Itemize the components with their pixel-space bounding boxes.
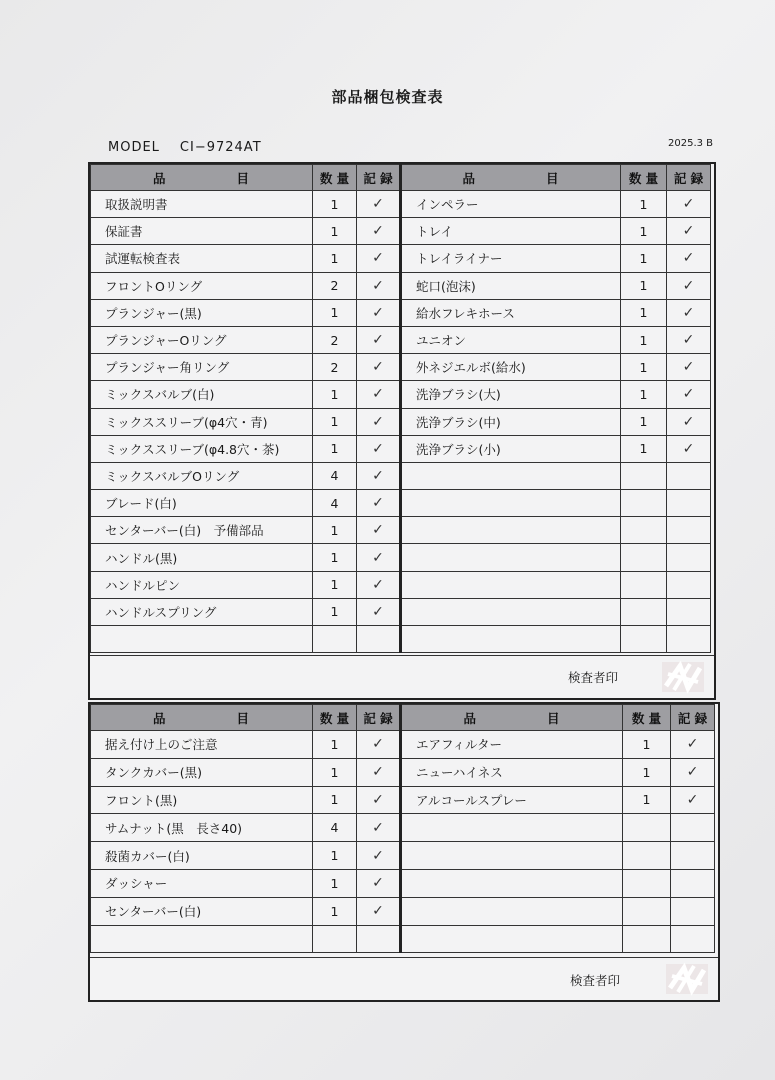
header-quantity: 数 量 [621, 165, 667, 191]
item-name [401, 897, 623, 925]
item-quantity: 1 [313, 381, 357, 408]
check-mark [667, 544, 711, 571]
table-row [91, 218, 711, 245]
check-mark: ✓ [357, 218, 401, 245]
check-mark [667, 626, 711, 653]
table-row [91, 786, 715, 814]
item-name: 試運転検査表 [91, 245, 313, 272]
table-row [91, 326, 711, 353]
check-mark: ✓ [357, 544, 401, 571]
check-mark: ✓ [357, 758, 401, 786]
check-mark [357, 626, 401, 653]
check-mark: ✓ [357, 435, 401, 462]
table-row [91, 731, 715, 759]
check-mark: ✓ [667, 408, 711, 435]
item-name [401, 626, 621, 653]
item-quantity [621, 544, 667, 571]
item-name: インペラー [401, 191, 621, 218]
item-name [401, 517, 621, 544]
header-item [401, 165, 621, 191]
item-quantity: 1 [313, 517, 357, 544]
item-name: プランジャーOリング [91, 326, 313, 353]
table-row [91, 897, 715, 925]
check-mark: ✓ [357, 326, 401, 353]
parts-table-2 [90, 704, 715, 953]
item-quantity: 1 [313, 598, 357, 625]
inspector-stamp [660, 660, 706, 694]
item-quantity [621, 598, 667, 625]
table-row [91, 544, 711, 571]
item-name [401, 869, 623, 897]
check-mark: ✓ [357, 869, 401, 897]
item-quantity: 1 [313, 842, 357, 870]
check-mark [671, 842, 715, 870]
item-quantity [621, 571, 667, 598]
check-mark: ✓ [357, 897, 401, 925]
header-quantity: 数 量 [623, 705, 671, 731]
table-row [91, 925, 715, 953]
item-name: エアフィルター [401, 731, 623, 759]
item-name: フロント(黒) [91, 786, 313, 814]
inspector-stamp-label: 検査者印 [568, 670, 619, 685]
check-mark [357, 925, 401, 953]
item-quantity: 1 [313, 191, 357, 218]
item-quantity: 1 [621, 326, 667, 353]
table-row [91, 381, 711, 408]
check-mark: ✓ [667, 326, 711, 353]
item-quantity [623, 814, 671, 842]
item-name: ハンドル(黒) [91, 544, 313, 571]
item-name: ミックスバルブOリング [91, 462, 313, 489]
inspector-row-2 [90, 957, 718, 1000]
check-mark: ✓ [671, 786, 715, 814]
table-row [91, 842, 715, 870]
item-name: サムナット(黒 長さ40) [91, 814, 313, 842]
header-record: 記 録 [357, 165, 401, 191]
item-quantity: 2 [313, 354, 357, 381]
item-quantity: 1 [313, 571, 357, 598]
check-mark: ✓ [357, 462, 401, 489]
parts-table-block-1 [88, 162, 716, 700]
item-quantity: 1 [623, 731, 671, 759]
check-mark [667, 490, 711, 517]
item-quantity [313, 925, 357, 953]
item-quantity: 1 [621, 408, 667, 435]
table-row [91, 245, 711, 272]
table-row [91, 758, 715, 786]
header-item-char-2: 目 [547, 710, 561, 726]
item-quantity [623, 897, 671, 925]
inspector-row-1 [90, 655, 714, 698]
item-name: ユニオン [401, 326, 621, 353]
item-name: ハンドルピン [91, 571, 313, 598]
check-mark: ✓ [357, 354, 401, 381]
item-name: ミックスバルブ(白) [91, 381, 313, 408]
parts-table-block-2 [88, 702, 720, 1002]
check-mark: ✓ [667, 354, 711, 381]
item-name: トレイ [401, 218, 621, 245]
item-quantity [621, 626, 667, 653]
item-name [401, 571, 621, 598]
table-row [91, 869, 715, 897]
table-row [91, 354, 711, 381]
item-name [401, 490, 621, 517]
item-quantity: 1 [621, 218, 667, 245]
item-name [401, 925, 623, 953]
item-quantity [623, 869, 671, 897]
item-name: 給水フレキホース [401, 299, 621, 326]
check-mark: ✓ [357, 786, 401, 814]
item-name: トレイライナー [401, 245, 621, 272]
item-name [401, 462, 621, 489]
model-value: CI−9724AT [179, 140, 262, 155]
check-mark: ✓ [357, 245, 401, 272]
item-name: 洗浄ブラシ(大) [401, 381, 621, 408]
item-quantity: 1 [621, 272, 667, 299]
item-quantity: 1 [621, 191, 667, 218]
item-quantity: 1 [313, 786, 357, 814]
check-mark [671, 925, 715, 953]
item-name: センターバー(白) [91, 897, 313, 925]
item-quantity: 1 [313, 299, 357, 326]
item-name: アルコールスプレー [401, 786, 623, 814]
check-mark: ✓ [667, 191, 711, 218]
table-row [91, 191, 711, 218]
header-item-char-2: 目 [236, 710, 251, 726]
table-row [91, 598, 711, 625]
item-name: 外ネジエルボ(給水) [401, 354, 621, 381]
table-row [91, 517, 711, 544]
item-quantity: 1 [313, 435, 357, 462]
table-row [91, 299, 711, 326]
header-item-char-1: 品 [152, 710, 167, 726]
header-quantity: 数 量 [313, 705, 357, 731]
check-mark: ✓ [357, 272, 401, 299]
item-name: タンクカバー(黒) [91, 758, 313, 786]
check-mark: ✓ [357, 814, 401, 842]
item-quantity [313, 626, 357, 653]
header-item [401, 705, 623, 731]
check-mark: ✓ [667, 299, 711, 326]
item-name: 保証書 [91, 218, 313, 245]
item-quantity: 1 [313, 758, 357, 786]
header-quantity: 数 量 [313, 165, 357, 191]
check-mark: ✓ [357, 191, 401, 218]
item-name: 洗浄ブラシ(小) [401, 435, 621, 462]
inspector-stamp-label: 検査者印 [570, 973, 621, 988]
parts-table-1 [90, 164, 711, 653]
item-name [401, 544, 621, 571]
check-mark: ✓ [357, 842, 401, 870]
table-row [91, 626, 711, 653]
check-mark [667, 571, 711, 598]
header-item-char-1: 品 [152, 170, 167, 186]
item-quantity [621, 517, 667, 544]
table-row [91, 814, 715, 842]
item-quantity: 2 [313, 272, 357, 299]
check-mark [671, 897, 715, 925]
item-name [91, 925, 313, 953]
check-mark: ✓ [667, 245, 711, 272]
check-mark: ✓ [357, 731, 401, 759]
check-mark: ✓ [667, 435, 711, 462]
item-name: 洗浄ブラシ(中) [401, 408, 621, 435]
item-name: プランジャー角リング [91, 354, 313, 381]
check-mark: ✓ [357, 517, 401, 544]
item-quantity: 1 [313, 897, 357, 925]
item-quantity: 1 [621, 245, 667, 272]
item-quantity: 1 [623, 786, 671, 814]
item-name: ミックススリーブ(φ4.8穴・茶) [91, 435, 313, 462]
item-name [401, 842, 623, 870]
table-row [91, 272, 711, 299]
header-item-char-2: 目 [546, 170, 560, 186]
item-quantity: 1 [313, 218, 357, 245]
item-quantity: 4 [313, 462, 357, 489]
check-mark: ✓ [667, 381, 711, 408]
item-name: 据え付け上のご注意 [91, 731, 313, 759]
item-name: ニューハイネス [401, 758, 623, 786]
check-mark: ✓ [671, 758, 715, 786]
item-name: フロントOリング [91, 272, 313, 299]
check-mark: ✓ [667, 272, 711, 299]
item-name: 蛇口(泡沫) [401, 272, 621, 299]
check-mark: ✓ [667, 218, 711, 245]
item-name: ミックススリーブ(φ4穴・青) [91, 408, 313, 435]
item-quantity: 1 [621, 381, 667, 408]
model-line [108, 140, 262, 155]
item-name: プランジャー(黒) [91, 299, 313, 326]
item-quantity: 1 [313, 408, 357, 435]
table-row [91, 408, 711, 435]
table-row [91, 435, 711, 462]
check-mark: ✓ [357, 598, 401, 625]
item-quantity: 2 [313, 326, 357, 353]
header-record: 記 録 [667, 165, 711, 191]
item-quantity [621, 462, 667, 489]
check-mark: ✓ [357, 571, 401, 598]
item-name: センターバー(白) 予備部品 [91, 517, 313, 544]
header-item-char-1: 品 [463, 710, 477, 726]
item-name: ハンドルスプリング [91, 598, 313, 625]
header-record: 記 録 [671, 705, 715, 731]
check-mark: ✓ [357, 381, 401, 408]
item-quantity: 4 [313, 814, 357, 842]
item-name: ブレード(白) [91, 490, 313, 517]
check-mark [667, 598, 711, 625]
check-mark: ✓ [671, 731, 715, 759]
header-item [91, 705, 313, 731]
header-item-char-2: 目 [236, 170, 251, 186]
check-mark: ✓ [357, 299, 401, 326]
item-quantity: 1 [313, 731, 357, 759]
item-quantity: 1 [313, 869, 357, 897]
item-quantity: 1 [313, 245, 357, 272]
table-row [91, 571, 711, 598]
revision-date: 2025.3 B [668, 138, 714, 149]
check-mark [671, 814, 715, 842]
item-quantity [623, 842, 671, 870]
check-mark [671, 869, 715, 897]
table-row [91, 490, 711, 517]
item-name: ダッシャー [91, 869, 313, 897]
item-quantity: 1 [621, 299, 667, 326]
item-name: 殺菌カバー(白) [91, 842, 313, 870]
item-quantity: 1 [621, 435, 667, 462]
item-name: 取扱説明書 [91, 191, 313, 218]
item-quantity: 1 [623, 758, 671, 786]
item-name [401, 814, 623, 842]
table-row [91, 462, 711, 489]
check-mark: ✓ [357, 490, 401, 517]
item-quantity: 1 [621, 354, 667, 381]
inspector-stamp [664, 962, 710, 996]
header-item [91, 165, 313, 191]
page-title: 部品梱包検査表 [331, 88, 444, 106]
check-mark: ✓ [357, 408, 401, 435]
item-quantity [621, 490, 667, 517]
check-mark [667, 462, 711, 489]
item-name [401, 598, 621, 625]
header-record: 記 録 [357, 705, 401, 731]
item-quantity: 1 [313, 544, 357, 571]
check-mark [667, 517, 711, 544]
header-item-char-1: 品 [462, 170, 476, 186]
model-label: MODEL [108, 140, 160, 155]
item-quantity: 4 [313, 490, 357, 517]
item-name [91, 626, 313, 653]
item-quantity [623, 925, 671, 953]
